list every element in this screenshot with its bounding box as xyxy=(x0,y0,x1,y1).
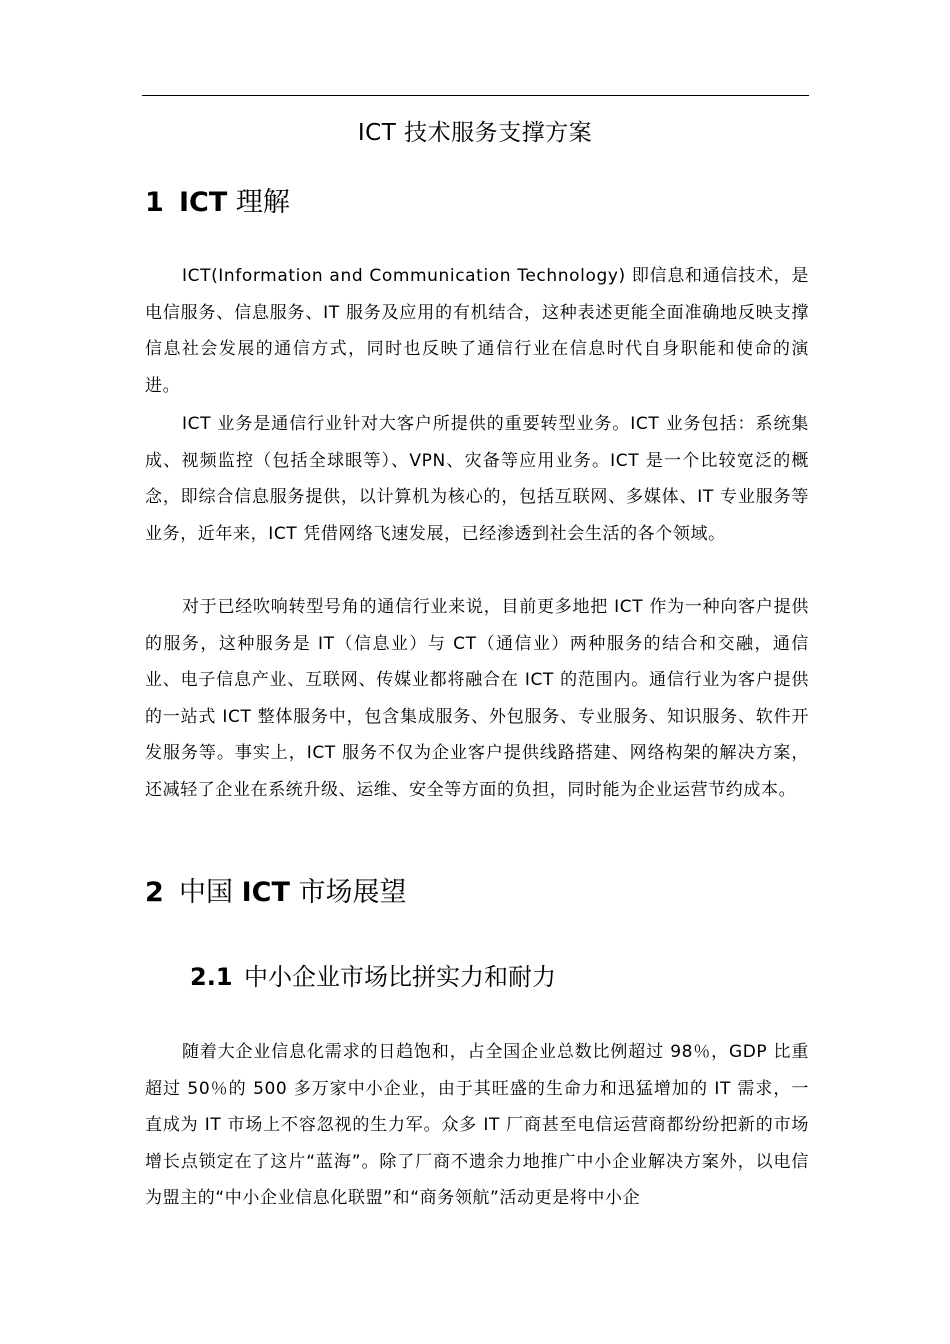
section-title-bold: ICT xyxy=(241,877,290,908)
section-number: 1 xyxy=(145,187,164,218)
subsection-title: 中小企业市场比拼实力和耐力 xyxy=(244,963,556,991)
paragraph: ICT(Information and Communication Technology) 即信息和通信技术，是电信服务、信息服务、IT 服务及应用的有机结合，这种表述更能全面准确地反映支撑信息社会发展的通信方式，同时也反映了通信行业在信息时代自身职能和使命的演进。 xyxy=(145,266,809,396)
paragraph: ICT 业务是通信行业针对大客户所提供的重要转型业务。ICT 业务包括：系统集成、视频监控（包括全球眼等）、VPN、灾备等应用业务。ICT 是一个比较宽泛的概念，即综合信息服务提供，以计算机为核心的，包括互联网、多媒体、IT 专业服务等业务，近年来，ICT 凭借网络飞速发展，已经渗透到社会生活的各个领域。 xyxy=(145,414,809,544)
section-title-pre: 中国 xyxy=(179,877,242,908)
section-title-rest: 市场展望 xyxy=(289,877,407,908)
subsection-number: 2.1 xyxy=(190,963,233,991)
header-rule xyxy=(142,95,809,96)
section-1-heading xyxy=(145,183,290,223)
section-number: 2 xyxy=(145,877,164,908)
section-title-rest: 理解 xyxy=(227,187,290,218)
section-title-bold: ICT xyxy=(179,187,228,218)
document-title: ICT 技术服务支撑方案 xyxy=(357,120,593,146)
paragraph: 随着大企业信息化需求的日趋饱和，占全国企业总数比例超过 98％，GDP 比重超过 50％的 500 多万家中小企业，由于其旺盛的生命力和迅猛增加的 IT 需求，一直成为 IT 市场上不容忽视的生力军。众多 IT 厂商甚至电信运营商都纷纷把新的市场增长点锁定在了这片“蓝海”。除了厂商不遗余力地推广中小企业解决方案外，以电信为盟主的“中小企业信息化联盟”和“商务领航”活动更是将中小企 xyxy=(145,1042,809,1209)
paragraph: 对于已经吹响转型号角的通信行业来说，目前更多地把 ICT 作为一种向客户提供的服务，这种服务是 IT（信息业）与 CT（通信业）两种服务的结合和交融，通信业、电子信息产业、互联网、传媒业都将融合在 ICT 的范围内。通信行业为客户提供的一站式 ICT 整体服务中，包含集成服务、外包服务、专业服务、知识服务、软件开发服务等。事实上，ICT 服务不仅为企业客户提供线路搭建、网络构架的解决方案，还减轻了企业在系统升级、运维、安全等方面的负担，同时能为企业运营节约成本。 xyxy=(145,597,809,800)
subsection-2-1-heading xyxy=(190,959,556,995)
section-2-heading xyxy=(145,873,406,913)
